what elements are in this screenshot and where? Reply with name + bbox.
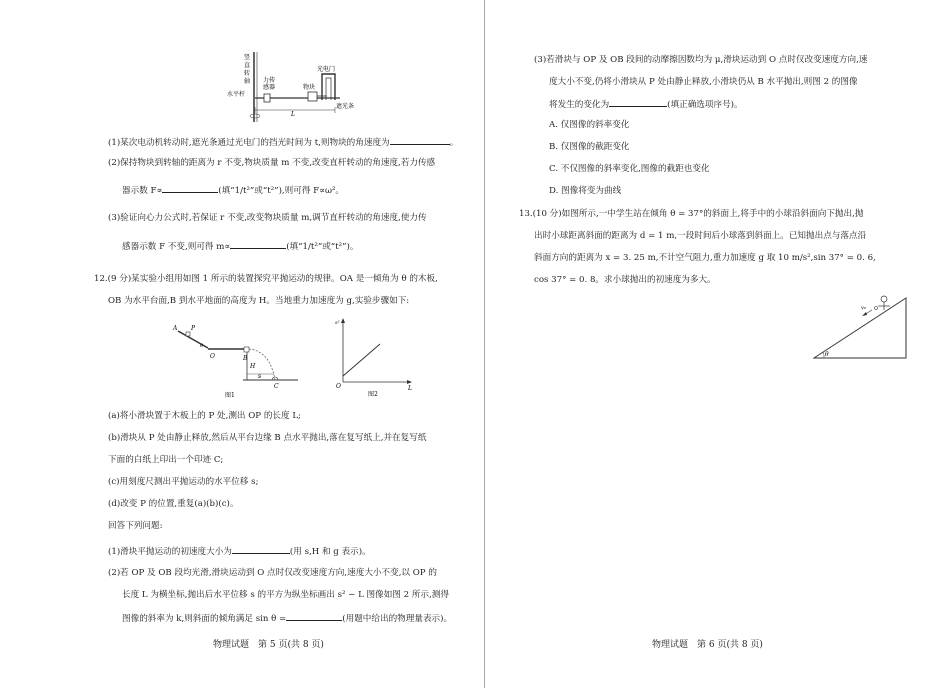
apparatus-figure	[225, 50, 385, 126]
q13-fig-label-theta: θ	[825, 351, 829, 358]
fig2-label-O: O	[336, 383, 341, 390]
q12-q2-blank[interactable]	[286, 611, 342, 621]
page-6-footer: 物理试题 第 6 页(共 8 页)	[652, 640, 763, 650]
fig-label-force-sensor-1: 力传	[263, 77, 276, 84]
fig1-label-s: s	[258, 373, 262, 380]
q12-intro-1: 12.(9 分)某实验小组用如图 1 所示的装置探究平抛运动的规律。OA 是一倾角为 θ 的木板,	[94, 274, 438, 284]
fig1-label-B: B	[243, 355, 248, 362]
fig-label-L: L	[291, 111, 295, 118]
q12-figure-1	[170, 318, 305, 400]
option-B[interactable]: B. 仅图像的截距变化	[549, 142, 630, 152]
fig1-caption: 图1	[225, 392, 235, 399]
q12-intro-2: OB 为水平台面,B 到水平地面的高度为 H。当地重力加速度为 g,实验步骤如下:	[108, 296, 410, 306]
fig1-label-O: O	[210, 353, 215, 360]
q13-line4: cos 37° = 0. 8。求小球抛出的初速度为多大。	[534, 275, 716, 285]
fig-label-vertical-2: 直	[244, 62, 251, 69]
q11-part2-line1: (2)保持物块到转轴的距离为 r 不变,物块质量 m 不变,改变直杆转动的角速度,若力传感	[108, 158, 436, 168]
q12-step-a: (a)将小滑块置于木板上的 P 处,测出 OP 的长度 L;	[108, 411, 301, 421]
option-A[interactable]: A. 仅图像的斜率变化	[549, 120, 630, 130]
fig-label-force-sensor-2: 感器	[263, 84, 276, 91]
page-6	[475, 0, 950, 688]
fig-label-shading-strip: 遮光条	[336, 103, 355, 110]
q12-answer-prompt: 回答下列问题:	[108, 521, 163, 531]
q11-part1-blank[interactable]	[390, 135, 450, 145]
q12-step-c: (c)用刻度尺测出平抛运动的水平位移 s;	[108, 477, 259, 487]
q11-part2-line2: 器示数 F∝ (填“1/t²”或“t²”),则可得 F∝ω²。	[122, 183, 344, 197]
fig-label-vertical-4: 轴	[244, 78, 251, 85]
q11-part3-line1: (3)验证向心力公式时,若保证 r 不变,改变物块质量 m,调节直杆转动的角速度,使力传	[108, 213, 427, 223]
q11-part2-blank[interactable]	[162, 183, 218, 193]
q13-line1: 13.(10 分)如图所示,一中学生站在倾角 θ = 37°的斜面上,将手中的小球沿斜面向下抛出,抛	[519, 209, 864, 219]
fig-label-vertical-3: 转	[244, 70, 251, 77]
q12-step-b-1: (b)滑块从 P 处由静止释放,然后从平台边缘 B 点水平抛出,落在复写纸上,并在复写纸	[108, 433, 427, 443]
fig2-caption: 图2	[368, 391, 378, 398]
option-D[interactable]: D. 图像将变为曲线	[549, 186, 622, 196]
q12-question-1: (1)滑块平抛运动的初速度大小为 (用 s,H 和 g 表示)。	[108, 544, 371, 558]
fig2-label-y: s²	[335, 320, 340, 326]
q11-part3-line2: 感器示数 F 不变,则可得 m∝ (填“1/t²”或“t²”)。	[122, 239, 358, 253]
fig2-label-x: L	[408, 385, 412, 392]
q12-question-2-line3: 图像的斜率为 k,则斜面的倾角满足 sin θ = (用题中给出的物理量表示)。	[122, 611, 452, 625]
fig1-label-A: A	[173, 325, 178, 332]
q11-part3-blank[interactable]	[230, 239, 286, 249]
q12-question-2-line2: 长度 L 为横坐标,抛出后水平位移 s 的平方为纵坐标画出 s² − L 图像如图 2 所示,测得	[122, 590, 449, 600]
fig-label-horizontal-rod: 水平杆	[227, 91, 246, 98]
page-5-footer: 物理试题 第 5 页(共 8 页)	[213, 640, 324, 650]
q13-fig-label-v0: v₀	[861, 305, 866, 311]
fig-label-block: 物块	[303, 84, 316, 91]
q13-line3: 斜面方向的距离为 x = 3. 25 m,不计空气阻力,重力加速度 g 取 10 m/s²,sin 37° = 0. 6,	[534, 253, 876, 263]
q12-part3-line2: 度大小不变,仍将小滑块从 P 处由静止释放,小滑块仍从 B 水平抛出,则图 2 的图像	[549, 77, 858, 87]
q12-part3-line1: (3)若滑块与 OP 及 OB 段间的动摩擦因数均为 μ,滑块运动到 O 点时仅改变速度方向,速	[534, 55, 868, 65]
q12-figure-2	[330, 316, 420, 400]
q12-question-2-line1: (2)若 OP 及 OB 段均光滑,滑块运动到 O 点时仅改变速度方向,速度大小不变,以 OP 的	[108, 568, 437, 578]
q12-step-d: (d)改变 P 的位置,重复(a)(b)(c)。	[108, 499, 239, 509]
q11-part1: (1)某次电动机转动时,遮光条通过光电门的挡光时间为 t,则物块的角速度为 。	[108, 135, 458, 149]
fig-label-photogate: 光电门	[317, 66, 336, 73]
q12-q1-blank[interactable]	[232, 544, 290, 554]
q13-line2: 出时小球距离斜面的距离为 d = 1 m,一段时间后小球落到斜面上。已知抛出点与落点沿	[534, 231, 867, 241]
fig1-label-P: P	[191, 325, 196, 332]
fig1-label-theta: θ	[200, 343, 204, 349]
q12-step-b-2: 下面的白纸上印出一个印迹 C;	[108, 455, 224, 465]
q13-incline-figure	[810, 290, 910, 362]
q12-part3-line3: 将发生的变化为 (填正确选项序号)。	[549, 97, 743, 111]
option-C[interactable]: C. 不仅图像的斜率变化,图像的截距也变化	[549, 164, 710, 174]
q12-part3-blank[interactable]	[609, 97, 667, 107]
fig1-label-C: C	[274, 383, 279, 390]
fig-label-vertical-1: 竖	[244, 54, 251, 61]
fig1-label-H: H	[250, 363, 256, 370]
